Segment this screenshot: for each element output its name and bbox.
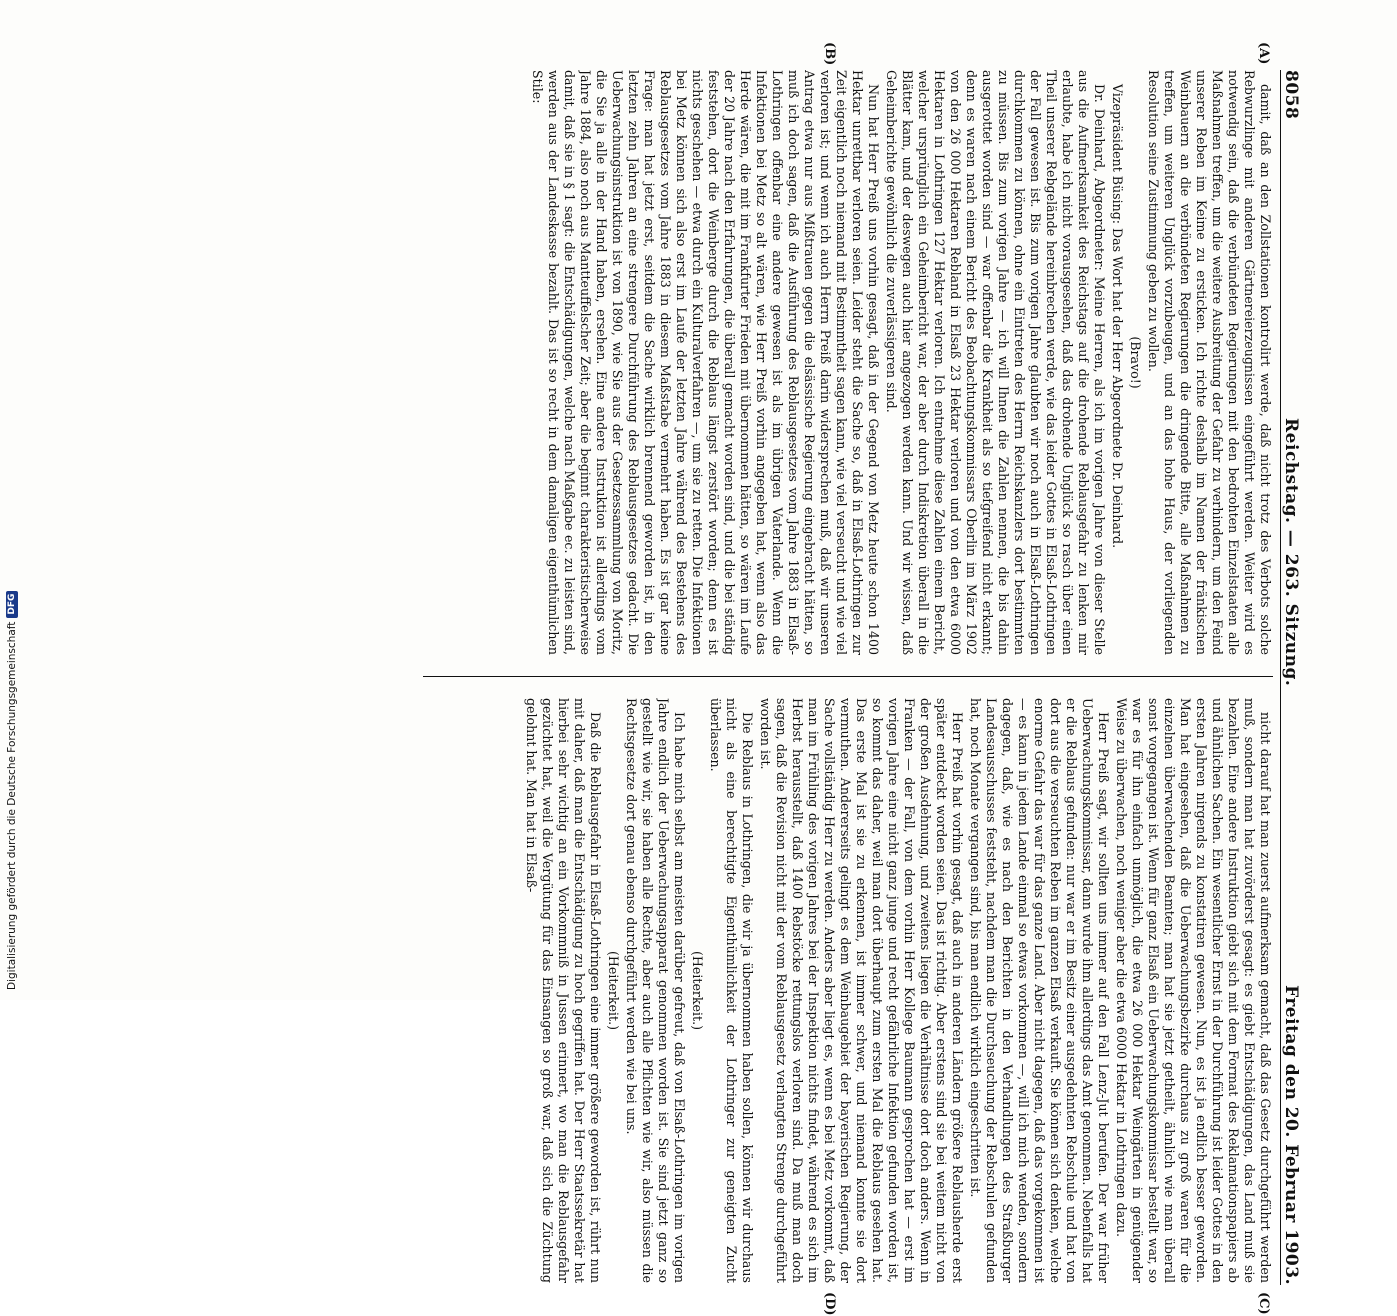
paragraph: Ich habe mich selbst am meisten darüber gefreut, daß von Elsaß-Lothringen im vorigen Jahre endlich der Ueberwachungsapparat genommen worden ist. Sie sind jetzt ganz so gestellt wie wir, sie haben alle Rechte, aber auch alle Pflichten wie wir, also müssen die Rechtsgesetze dort genau ebenso durchgeführt werden wie bei uns. (624, 698, 687, 1283)
paragraph: Nun hat Herr Preiß uns vorhin gesagt, daß in der Gegend von Metz heute schon 1400 Hektar unrettbar verloren seien. Leider steht die Sache so, daß in Elsaß-Lothringen zur Zeit eigentlich noch niemand mit Bestimmtheit sagen kann, wie viel verseucht und wie viel verloren ist; und wenn ich auch Herrn Preiß darin widersprechen muß, daß wir unseren Antrag etwa nur aus Mißtrauen gegen die elsässische Regierung eingebracht hätten, so muß ich doch sagen, daß die Ausführung des Reblausgesetzes vom Jahre 1883 in Elsaß-Lothringen offenbar eine andere gewesen ist als im übrigen Vaterlande. Wenn die Infektionen bei Metz so alt wären, wie Herr Preiß vorhin angegeben hat, wenn also das Herde wären, die mit im Frankfurter Frieden mit übernommen hätten, so wären im Laufe der 20 Jahre nach den Erfahrungen, die überall gemacht worden sind, und die bei ständig feststehen, dort die Weinberge durch die Reblaus längst zerstört worden; denn es ist nichts geschehen — etwa durch ein Kulturalverfahren —, um sie zu retten. Die Infektionen bei Metz können sich also erst im Laufe der letzten Jahre während des Bestehens des Reblausgesetzes vom Jahre 1883 in diesem Maßstabe vermehrt haben. Es ist gar keine Frage: man hat jetzt erst, seitdem die Sache wirklich brennend geworden ist, in den letzten zehn Jahren an eine strengere Durchführung des Reblausgesetzes gedacht. Die Ueberwachungsinstruktion ist von 1890, wie Sie aus der Gesetzessammlung von Moritz, die Sie ja alle in der Hand haben, ersehen. Eine andere Instruktion ist allerdings vom Jahre 1884, also noch aus Mantteuffelscher Zeit; aber die beginnt charakteristischerweise damit, daß sie in § 1 sagt: die Entschädigungen, welche nach Maßgabe ec. zu leisten sind, werden aus der Landeskasse bezahlt. Das ist so recht in dem damaligen eigenthümlichen Stile: (530, 70, 881, 655)
right-column (423, 698, 1273, 1283)
margin-marker-a: (A) (1256, 42, 1271, 65)
header-date: Freitag den 20. Februar 1903. (1281, 985, 1301, 1285)
page-number: 8058 (1281, 70, 1301, 120)
paragraph: Die Reblaus in Lothringen, die wir ja übernommen haben sollen, können wir durchaus nicht als eine berechtigte Eigenthümlichkeit der Lothringer zur geneigten Zucht überlassen. (708, 698, 755, 1283)
interjection: (Heiterkeit.) (606, 951, 621, 1030)
paragraph: Herr Preiß sagt, wir sollten uns immer auf den Fall Lenz-Jut berufen. Der war früher Ueberwachungskommissar, dann wurde ihm allerdings das Amt genommen. Nebenfalls hat er die Reblaus gefunden: nur war er im Besitz einer ausgedehnten Rebschule und hat von dort aus die verseuchten Reben im ganzen Elsaß verkauft. Sie können sich denken, welche enorme Gefahr das war für das ganze Land. Aber nicht dagegen, daß das vorgekommen ist — es kann in jedem Lande einmal so etwas vorkommen —, will ich mich wenden, sondern dagegen, daß, wie es nach den Berichten in den Verhandlungen des Straßburger Landesausschusses feststeht, nachdem man die Durchseuchung der Rebschulen gefunden hat, noch Monate vergangen sind, bis man endlich wirklich eingeschritten ist. (968, 698, 1111, 1283)
paragraph: nicht darauf hat man zuerst aufmerksam gemacht, daß das Gesetz durchgeführt werden muß, sondern man hat zuvörderst gesagt: es giebt Entschädigungen, das Land muß sie bezahlen. Eine andere Instruktion giebt sich mit dem Format des Reklamationspapiers ab und ähnlichen Sachen. Ein wesentlicher Ernst in der Durchführung ist leider Gottes in den ersten Jahren nirgends zu konstatiren gewesen. Nun, es ist ja endlich besser geworden. Man hat eingesehen, daß die Ueberwachungsbezirke durchaus zu groß waren für die einzelnen überwachenden Beamten; man hat sie jetzt getheilt, ähnlich wie man überall sonst vorgegangen ist. Wenn für ganz Elsaß ein Ueberwachungskommissar bestellt war, so war es für ihn einfach unmöglich, die etwa 26 000 Hektar Weingärten in genügender Weise zu überwachen, noch weniger aber die etwa 6000 Hektar in Lothringen dazu. (1114, 698, 1273, 1283)
paragraph: Herr Preiß hat vorhin gesagt, daß auch in anderen Ländern größere Reblausherde erst später entdeckt worden seien. Das ist richtig. Aber erstens sind sie bei weitem nicht von der großen Ausdehnung, und zweitens liegen die Verhältnisse dort doch anders. Wenn in Franken — der Fall, von dem vorhin Herr Kollege Baumann gesprochen hat — erst im vorigen Jahre eine nicht ganz junge und recht gefährliche Infektion gefunden worden ist, so kommt das daher, weil man dort überhaupt zum ersten Mal die Reblaus gesehen hat. Das erste Mal ist sie zu erkennen, ist immer schwer, und niemand konnte sie dort vermuthen. Andererseits gelingt es dem Weinbaugebiet der bayerischen Regierung, der Sache vollständig Herr zu werden. Anders aber liegt es, wenn es bei Metz vorkommt, daß man im Frühling des vorigen Jahres bei der Inspektion nichts findet, während es sich im Herbst herausstellt, daß 1400 Rebstöcke rettungslos verloren sind. Da muß man doch sagen, daß die Revision nicht mit der vom Reblausgesetz verlangten Strenge durchgeführt worden ist. (758, 698, 965, 1283)
header-title: Reichstag. — 263. Sitzung. (1281, 418, 1301, 687)
margin-marker-b: (B) (822, 42, 837, 66)
credit-text: Digitalisierung gefördert durch die Deutsche Forschungsgemeinschaft (6, 621, 18, 990)
paragraph: damit, daß an den Zollstationen kontrolirt werde, daß nicht trotz des Verbots solche Rebwurzlinge mit anderen Gärtnereierzeugnissen eingeführt werden. Weiter wird es notwendig sein, daß die verbündeten Regierungen mit den bedrohten Einzelstaaten alle Maßnahmen treffen, um die weitere Ausbreitung der Gefahr zu verhindern, um den Feind unserer Reben im Keime zu ersticken. Ich richte deshalb im Namen der fränkischen Weinbauern an die verbündeten Regierungen die dringende Bitte, alle Maßnahmen zu treffen, um weiteren Unglück vorzubeugen, und an das hohe Haus, der vorliegenden Resolution seine Zustimmung geben zu wollen. (1146, 70, 1273, 655)
interjection: (Bravo!) (1128, 336, 1143, 389)
margin-marker-d: (D) (822, 1292, 837, 1316)
rotated-page-content (92, 42, 1307, 1316)
digitization-credit (6, 591, 18, 990)
page-header (1280, 70, 1307, 1285)
interjection: (Heiterkeit.) (690, 951, 705, 1030)
paragraph: Vizepräsident Büsing: Das Wort hat der Herr Abgeordnete Dr. Deinhard. (1110, 84, 1125, 549)
column-divider (423, 676, 1273, 677)
paragraph: Daß die Reblausgefahr in Elsaß-Lothringen eine immer größere geworden ist, rührt nun mit daher, daß man die Entschädigung zu hoch gegriffen hat. Der Herr Staatssekretär hat hierbei sehr wichtig an ein Vorkommniß in Jussen erinnert, wo man die Reblausgefahr gezüchtet hat, weil die Vergütung für das Einsangen so groß war, daß sich die Züchtung gelohnt hat. Man hat in Elsaß- (524, 698, 603, 1283)
paragraph: Dr. Deinhard, Abgeordneter: Meine Herren, als ich im vorigen Jahre von dieser Stelle aus die Aufmerksamkeit des Reichstags auf die drohende Reblausgefahr zu lenken mir erlaubte, habe ich nicht vorausgesehen, daß das drohende Unglück so rasch über einen Theil unserer Rebgelände hereinbrechen werde, wie das leider Gottes in Elsaß-Lothringen der Fall gewesen ist. Bis zum vorigen Jahre glaubten wir noch auch in Elsaß-Lothringen durchkommen zu können, ohne ein Eintreten des Herrn Reichskanzlers dort bestimmten zu müssen. Bis zum vorigen Jahre — ich will Ihnen die Zahlen nennen, die bis dahin ausgerottet worden sind — war offenbar die Krankheit als so tiefgreifend nicht erkannt; denn es waren nach einem Bericht des Beobachtungskommissars Oberlin im März 1902 von den 26 000 Hektaren Rebland in Elsaß 23 Hektar verloren und von den etwa 6000 Hektaren in Lothringen 127 Hektar verloren. Ich entnehme diese Zahlen einem Bericht, welcher ursprünglich ein Geheimbericht war, der aber durch Indiskretion überall in die Blätter kam, und der deswegen auch hier angezogen werden kann. Und wir wissen, daß Geheimberichte gewöhnlich die zuverlässigeren sind. (884, 70, 1107, 655)
left-column (423, 70, 1273, 655)
margin-marker-c: (C) (1256, 1292, 1271, 1315)
dfg-logo: DFG (6, 591, 18, 618)
